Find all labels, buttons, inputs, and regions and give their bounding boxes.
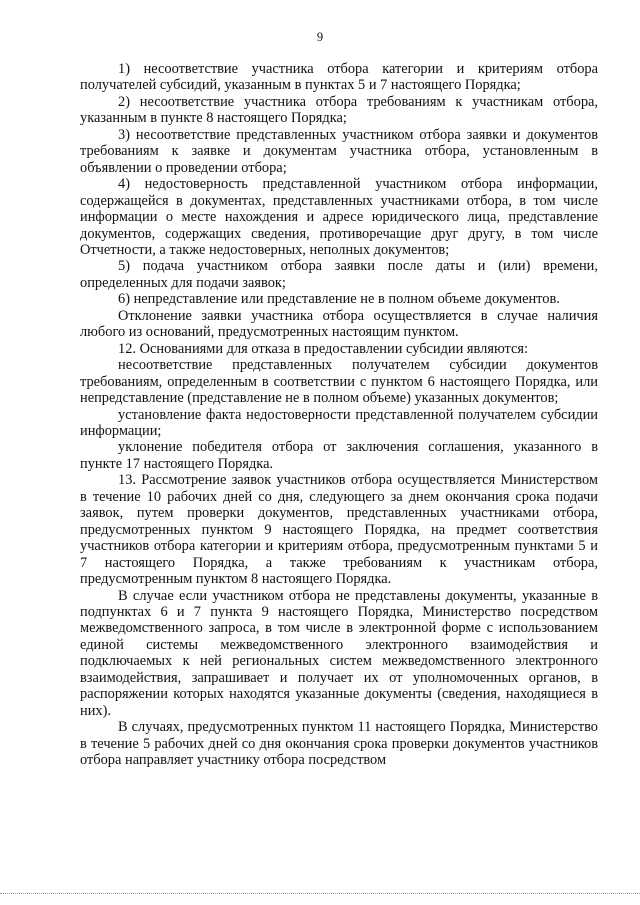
scan-edge-line — [0, 893, 640, 894]
paragraph-reason-4: 4) недостоверность представленной участником отбора информации, содержащейся в документах, представленных участниками отбора, в том числе информации о месте нахождения и адресе юридического лица, представление документов, содержащих сведения, противоречащие друг другу, в том числе Отчетности, а также недостоверных, неполных документов; — [80, 176, 598, 258]
paragraph-reason-1: 1) несоответствие участника отбора категории и критериям отбора получателей субсидий, указанным в пунктах 5 и 7 настоящего Порядка; — [80, 61, 598, 94]
document-body — [80, 61, 598, 768]
paragraph-reason-2: 2) несоответствие участника отбора требованиям к участникам отбора, указанным в пункте 8 настоящего Порядка; — [80, 93, 598, 127]
paragraph-reason-3: 3) несоответствие представленных участником отбора заявки и документов требованиям к заявке и документам участника отбора, установленным в объявлении о проведении отбора; — [80, 126, 598, 176]
paragraph-refusal-1: несоответствие представленных получателем субсидии документов требованиям, определенным в соответствии с пунктом 6 настоящего Порядка, или непредставление (представление не в полном объеме) указанных документов; — [80, 357, 598, 407]
paragraph-section-12: 12. Основаниями для отказа в предоставлении субсидии являются: — [118, 340, 528, 357]
paragraph-section-13: 13. Рассмотрение заявок участников отбора осуществляется Министерством в течение 10 рабочих дней со дня, следующего за днем окончания срока подачи заявок, путем проверки документов, представленных участниками отбора, предусмотренных пунктом 9 настоящего Порядка, на предмет соответствия участников отбора категории и критериям отбора, предусмотренным пунктами 5 и 7 настоящего Порядка, а также требованиям к участникам отбора, предусмотренным пунктом 8 настоящего Порядка. — [80, 472, 598, 588]
paragraph-reason-6: 6) непредставление или представление не в полном объеме документов. — [118, 291, 560, 308]
page-number: 9 — [316, 30, 324, 44]
paragraph-refusal-2: установление факта недостоверности представленной получателем субсидии информации; — [80, 406, 598, 439]
paragraph-refusal-3: уклонение победителя отбора от заключения соглашения, указанного в пункте 17 настоящего Порядка. — [80, 439, 598, 472]
paragraph-interagency-request: В случае если участником отбора не представлены документы, указанные в подпунктах 6 и 7 пункта 9 настоящего Порядка, Министерство посредством межведомственного запроса, в том числе в электронной форме с использованием единой системы межведомственного электронного взаимодействия и подключаемых к ней региональных систем межведомственного электронного взаимодействия, запрашивает и получает их от уполномоченных органов, в распоряжении которых находятся указанные документы (сведения, находящиеся в них). — [80, 587, 598, 719]
paragraph-notification: В случаях, предусмотренных пунктом 11 настоящего Порядка, Министерство в течение 5 рабочих дней со дня окончания срока проверки документов участников отбора направляет участнику отбора посредством — [80, 719, 598, 769]
paragraph-reason-5: 5) подача участником отбора заявки после даты и (или) времени, определенных для подачи заявок; — [80, 258, 598, 291]
paragraph-rejection-note: Отклонение заявки участника отбора осуществляется в случае наличия любого из оснований, предусмотренных настоящим пунктом. — [80, 307, 598, 341]
